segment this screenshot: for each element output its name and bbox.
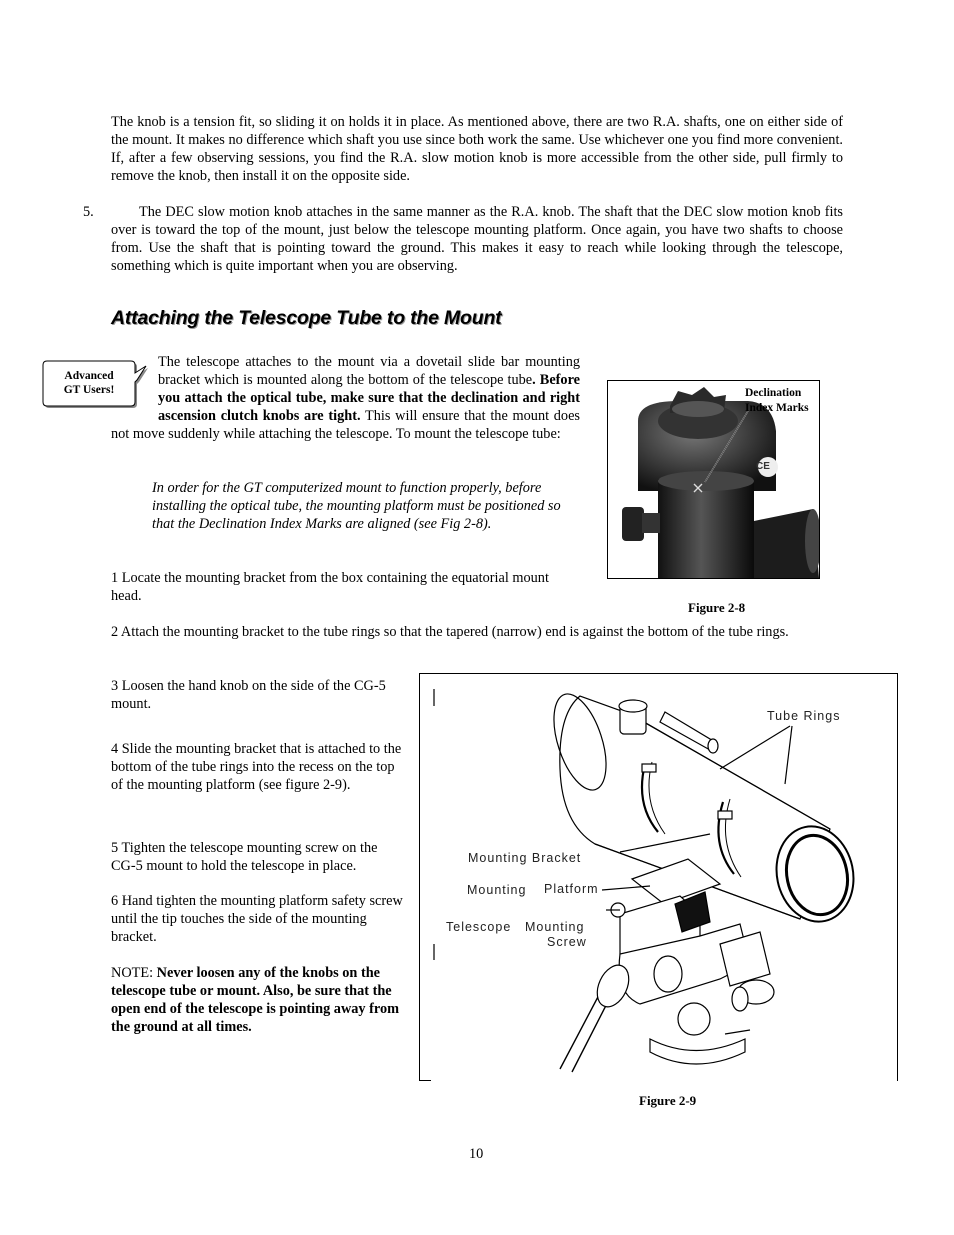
label-mounting-platform-b: Platform <box>544 882 599 896</box>
intro-paragraph: The knob is a tension fit, so sliding it on holds it in place. As mentioned above, there are two R.A. shafts, one on either side of the mount. It makes no difference which shaft you use since both work the same. Use whichever one you find more convenient. If, after a few observing sessions, you find the R.A. slow motion knob is more accessible from the other side, pull firmly to remove the knob, then install it on the opposite side. <box>111 114 843 184</box>
lead-bold-text: . Before you attach the optical tube, make sure that the declination and right ascension clutch knobs are tight. <box>158 372 581 424</box>
figure-2-8 <box>607 380 820 579</box>
figure-2-9 <box>419 673 898 1081</box>
step-1: 1 Locate the mounting bracket from the box containing the equatorial mount head. <box>111 570 549 604</box>
telescope-line-drawing <box>420 674 897 1081</box>
item-5-number: 5. <box>83 204 94 220</box>
declination-label-line-2: Index Marks <box>745 402 809 414</box>
label-mounting-platform-a: Mounting <box>467 883 527 897</box>
figure-2-9-caption: Figure 2-9 <box>639 1093 697 1108</box>
label-mounting-bracket: Mounting Bracket <box>468 851 582 865</box>
page-number: 10 <box>469 1146 484 1162</box>
gt-italic-note: In order for the GT computerized mount to function properly, before installing the optical tube, the mounting platform must be positioned so that the Declination Index Marks are aligned (see Fig 2-8). <box>152 480 561 532</box>
item-5-paragraph: The DEC slow motion knob attaches in the same manner as the R.A. knob. The shaft that the DEC slow motion knob fits over is toward the top of the mount, just below the telescope mounting platform. Once again, you have two shafts to choose from. Use the shaft that is pointing toward the ground. This makes it easy to reach while looking through the telescope, something which is quite important when you are observing. <box>111 204 843 274</box>
label-mounting-screw-a: Mounting <box>525 920 585 934</box>
lead-text-1: The telescope attaches to the mount via a dovetail slide bar mounting bracket which is mounted along the bottom of the telescope tube <box>158 354 580 388</box>
step-3: 3 Loosen the hand knob on the side of the CG-5 mount. <box>111 678 386 712</box>
note-label: NOTE: <box>111 965 157 981</box>
figure-2-8-caption: Figure 2-8 <box>688 600 746 615</box>
callout-line-2: GT Users! <box>63 384 115 396</box>
step-2: 2 Attach the mounting bracket to the tube rings so that the tapered (narrow) end is against the bottom of the tube rings. <box>111 624 789 640</box>
label-tube-rings: Tube Rings <box>767 709 841 723</box>
section-heading: Attaching the Telescope Tube to the Mount <box>111 307 502 329</box>
step-4: 4 Slide the mounting bracket that is attached to the bottom of the tube rings into the recess on the top of the mounting platform (see figure 2-9). <box>111 741 402 793</box>
label-mounting-screw-b: Screw <box>547 935 587 949</box>
lead-text-2: This will ensure that the mount does not move suddenly while attaching the telescope. To mount the telescope tube: <box>111 408 580 442</box>
note-bold-text: Never loosen any of the knobs on the telescope tube or mount. Also, be sure that the open end of the telescope is pointing away from the ground at all times. <box>111 965 400 1035</box>
declination-label-line-1: Declination <box>745 387 802 399</box>
callout-line-1: Advanced <box>64 370 114 382</box>
step-6: 6 Hand tighten the mounting platform safety screw until the tip touches the side of the mounting bracket. <box>111 893 403 945</box>
label-telescope: Telescope <box>446 920 512 934</box>
safety-note <box>111 964 403 1036</box>
figure-2-8-logo: CE <box>756 461 770 472</box>
step-5: 5 Tighten the telescope mounting screw on the CG-5 mount to hold the telescope in place. <box>111 840 378 874</box>
